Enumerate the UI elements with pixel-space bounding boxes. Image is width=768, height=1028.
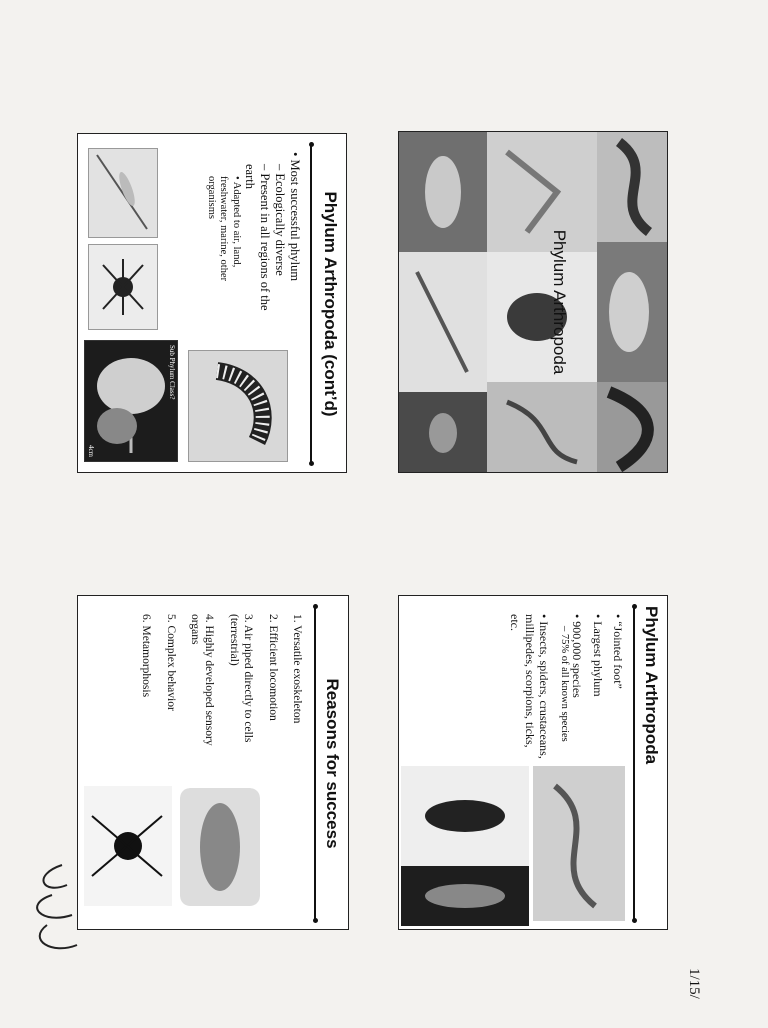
slide-title-collage <box>398 131 668 473</box>
slide-intro-content <box>399 596 668 930</box>
shrimp-photo <box>399 132 487 252</box>
photo-caption: Sub Phylum Class? <box>168 345 176 400</box>
black-widow-photo <box>84 786 172 906</box>
page-number: 1/15/ <box>686 968 702 999</box>
crab-photo <box>597 242 668 382</box>
bullet-item: • Largest phylum <box>590 614 605 697</box>
reason-item: 6. Metamorphosis <box>140 614 153 698</box>
spider-photo <box>88 244 158 330</box>
bullet-list <box>204 152 302 312</box>
ground-beetle-photo <box>401 766 529 866</box>
collage-title: Phylum Arthropoda <box>550 229 569 375</box>
barnacle-photo <box>399 252 487 392</box>
reason-item: 5. Complex behavior <box>164 614 177 711</box>
subsub-item: • Adapted to air, land, freshwater, marine, other organisms <box>205 176 242 282</box>
slide-title: Phylum Arthropoda <box>642 606 661 765</box>
horseshoe-photo <box>487 252 597 382</box>
sub-item: – Ecologically diverse <box>273 164 287 276</box>
scale-label: 4cm <box>87 444 95 457</box>
slide-contd-content <box>78 134 347 473</box>
slide-reasons-for-success <box>77 595 349 930</box>
bullet-item: • Insects, spiders, crustaceans, millipedes, scorpions, ticks, etc. <box>508 614 552 759</box>
crayfish-photo <box>401 866 529 926</box>
bullet-list <box>508 614 625 764</box>
signature <box>12 855 92 965</box>
title-rule <box>310 144 312 464</box>
centipede-photo <box>597 132 668 242</box>
slide-arthropoda-intro <box>398 595 668 930</box>
bullet-item: • “Jointed foot” <box>611 614 625 689</box>
beetle-photo <box>399 392 487 473</box>
sub-item: – Present in all regions of the earth <box>243 164 272 311</box>
reason-item: 3. Air piped directly to cells (terrestrial) <box>227 614 255 743</box>
bullet-item: • Most successful phylum <box>288 152 302 282</box>
sub-item: – 75% of all known species <box>558 626 570 742</box>
isopod-photo <box>487 132 597 252</box>
slide-title: Reasons for success <box>323 678 342 849</box>
collage-content <box>399 132 668 473</box>
reasons-list <box>129 614 304 774</box>
millipede-photo-2 <box>597 382 668 473</box>
title-rule <box>314 606 316 921</box>
scorpion-photo-2 <box>533 766 625 921</box>
dragonfly-photo <box>88 148 158 238</box>
pillbug-photo <box>180 788 260 906</box>
slide-title: Phylum Arthropoda (cont’d) <box>321 191 340 417</box>
bullet-item: • 900,000 species <box>570 614 585 698</box>
scorpion-photo <box>487 382 597 473</box>
slide-arthropoda-contd <box>77 133 347 473</box>
slide-reasons-content <box>78 596 349 930</box>
reason-item: 4. Highly developed sensory organs <box>189 614 216 746</box>
millipede-photo <box>188 350 288 462</box>
horseshoe-crab-photo <box>84 340 178 462</box>
title-rule <box>633 606 635 921</box>
reason-item: 1. Versatile exoskeleton <box>291 614 303 724</box>
reason-item: 2. Efficient locomotion <box>266 614 279 721</box>
